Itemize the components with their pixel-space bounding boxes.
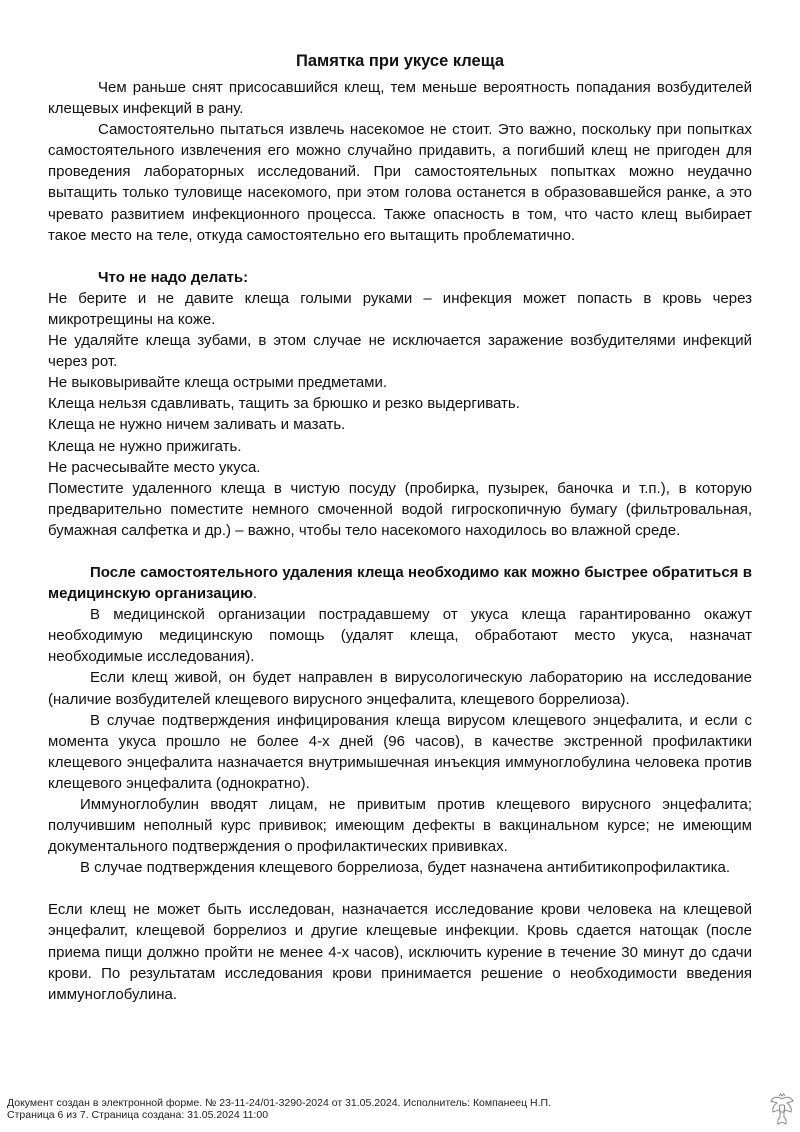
document-footer [7,1097,551,1121]
medical-paragraph: В случае подтверждения клещевого боррелиоза, будет назначена антибитикопрофилактика. [80,859,731,877]
blood-test-paragraph: Если клещ не может быть исследован, назначается исследование крови человека на клещевой энцефалит, клещевой боррелиоз и другие клещевые инфекции. Кровь сдается натощак (после приема пищи должно пройти не менее 4-х часов), исключить курение в течение 30 минут до сдачи крови. По результатам исследования крови принимается решение о необходимости введения иммуноглобулина. [48,901,752,1003]
medical-paragraph: Иммуноглобулин вводят лицам, не привитым против клещевого вирусного энцефалита; получившим неполный курс прививок; имеющим дефекты в вакцинальном курсе; не имеющим документального подтверждения о профилактических прививках. [48,796,752,856]
dont-item: Клеща нельзя сдавливать, тащить за брюшко и резко выдергивать. [48,395,520,413]
coat-of-arms-icon [768,1093,796,1127]
extraction-warning-paragraph: Самостоятельно пытаться извлечь насекомое не стоит. Это важно, поскольку при попытках самостоятельного извлечения его можно случайно придавить, а погибший клещ не пригоден для проведения лабораторных исследований. При самостоятельных попытках можно неудачно вытащить только туловище насекомого, при этом голова останется в образовавшейся ранке, а это чревато развитием инфекционного процесса. Также опасность в том, что часто клещ выбирает такое место на теле, откуда самостоятельно его вытащить проблематично. [48,121,752,244]
page-title: Памятка при укусе клеща [295,52,505,70]
storage-instruction: Поместите удаленного клеща в чистую посуду (пробирка, пузырек, баночка и т.п.), в которую предварительно поместите немного смоченной водой гигроскопичную бумагу (фильтровальная, бумажная салфетка и др.) – важно, чтобы тело насекомого находилось во влажной среде. [48,479,752,539]
medical-paragraph: В медицинской организации пострадавшему от укуса клеща гарантированно окажут необходимую медицинскую помощь (удалят клеща, обработают место укуса, назначат необходимые исследования). [48,606,752,666]
after-removal-heading [48,562,752,604]
medical-paragraph: В случае подтверждения инфицирования клеща вирусом клещевого энцефалита, и если с момента укуса прошло не более 4-х дней (96 часов), в качестве экстренной профилактики клещевого энцефалита назначается внутримышечная инъекция иммуноглобулина человека против клещевого энцефалита (однократно). [48,711,752,792]
dont-item: Не берите и не давите клеща голыми руками – инфекция может попасть в кровь через микротрещины на коже. [48,289,752,328]
footer-page-info: Страница 6 из 7. Страница создана: 31.05.2024 11:00 [7,1109,269,1121]
after-removal-heading-text: После самостоятельного удаления клеща необходимо как можно быстрее обратиться в медицинскую организацию [48,563,752,603]
after-removal-heading-period: . [252,585,258,603]
dont-heading: Что не надо делать: [98,268,249,286]
medical-paragraph: Если клещ живой, он будет направлен в вирусологическую лабораторию на исследование (наличие возбудителей клещевого вирусного энцефалита, клещевого боррелиоза). [48,669,752,708]
intro-paragraph: Чем раньше снят присосавшийся клещ, тем меньше вероятность попадания возбудителей клещевых инфекций в рану. [48,79,752,118]
dont-item: Клеща не нужно ничем заливать и мазать. [48,416,346,434]
dont-item: Клеща не нужно прижигать. [48,437,242,455]
dont-item: Не выковыривайте клеща острыми предметами. [48,374,388,392]
dont-item: Не удаляйте клеща зубами, в этом случае не исключается заражение возбудителями инфекций через рот. [48,332,752,371]
document-body [48,77,752,1005]
footer-doc-info: Документ создан в электронной форме. № 23-11-24/01-3290-2024 от 31.05.2024. Исполнитель: Компанеец Н.П. [7,1097,552,1109]
dont-item: Не расчесывайте место укуса. [48,458,261,476]
